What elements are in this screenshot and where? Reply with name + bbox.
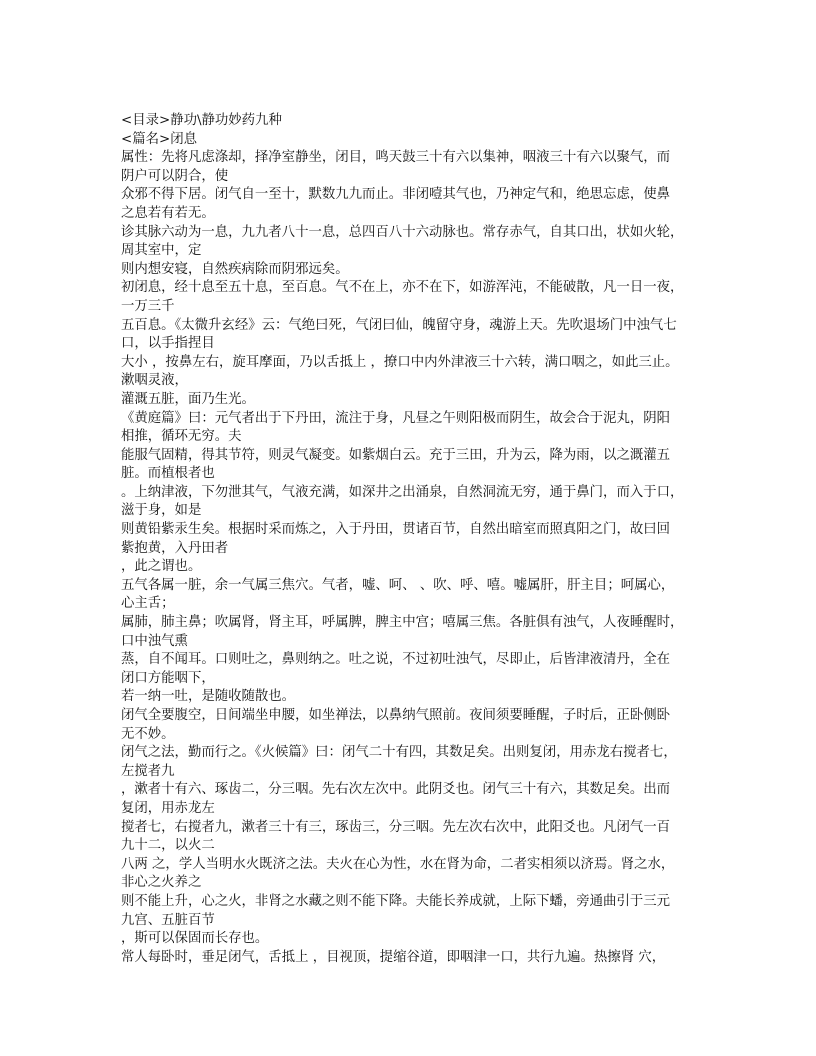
text-line: 脏。而植根者也 [121,466,215,482]
text-line: 闭口方能咽下， [121,670,215,686]
text-line: 心主舌； [121,596,175,612]
text-line: 。上纳津液，下勿泄其气，气液充满，如深井之出涌泉，自然洞流无穷，通于鼻门，而入于口， [121,484,684,500]
text-line: <目录>静功\静功妙药九种 [121,113,282,128]
text-line: 众邪不得下居。闭气自一至十，默数九九而止。非闭噎其气也，乃神定气和，绝思忘虑，使鼻 [121,187,671,203]
text-line: 复闭，用赤龙左 [121,800,215,816]
text-line: ，此之谓也。 [121,559,202,575]
text-line: 之息若有若无。 [121,205,215,221]
text-line: 初闭息，经十息至五十息，至百息。气不在上，亦不在下，如游浑沌，不能破散，凡一日一夜， [121,280,684,296]
text-line: 若一纳一吐，是随收随散也。 [121,689,296,705]
text-line: 五气各属一脏，余一气属三焦穴。气者，嘘、呵、 、吹、呼、嘻。嘘属肝，肝主目；呵属心， [121,577,675,593]
text-line: 属性：先将凡虑涤却，择净室静坐，闭目，鸣天鼓三十有六以集神，咽液三十有六以聚气，而 [121,150,671,166]
text-line: 无不妙。 [121,726,175,742]
text-line: 口，以手指捏目 [121,336,215,352]
text-line: 搅者七，右搅者九，漱者三十有三，琢齿三，分三咽。先左次右次中，此阳爻也。凡闭气一百 [121,819,671,835]
document-page [121,112,691,967]
text-line: 紫抱黄，入丹田者 [121,540,229,556]
text-line: ，漱者十有六、琢齿二，分三咽。先右次左次中。此阴爻也。闭气三十有六，其数足矣。出而 [121,782,671,798]
text-line: 滋于身，如是 [121,503,202,519]
text-line: <篇名>闭息 [121,131,198,147]
text-line: 则黄铅紫汞生矣。根据时采而炼之，入于丹田，贯诸百节，自然出暗室而照真阳之门，故曰回 [121,522,671,538]
text-line: 非心之火养之 [121,875,202,891]
text-line: 《黄庭篇》曰：元气者出于下丹田，流注于身，凡昼之午则阳极而阴生，故会合于泥丸，阴阳 [121,410,671,426]
text-line: 则内想安寝，自然疾病除而阴邪远矣。 [121,261,349,277]
text-line: ，斯可以保固而长存也。 [121,931,269,947]
text-line: 九宫、五脏百节 [121,912,215,928]
text-line: 五百息。《太微升玄经》云：气绝曰死，气闭曰仙，魄留守身，魂游上天。先吹退场门中浊气七 [121,317,677,333]
text-line: 大小 ，按鼻左右，旋耳摩面，乃以舌抵上 ，撩口中内外津液三十六转，满口咽之，如此三止。 [121,354,679,370]
text-line: 八两 之，学人当明水火既济之法。夫火在心为性，水在肾为命，二者实相须以济焉。肾之水， [121,856,675,872]
text-line: 一万三千 [121,298,175,314]
text-line: 诊其脉六动为一息，九九者八十一息，总四百八十六动脉也。常存赤气，自其口出，状如火轮， [121,224,684,240]
text-line: 则不能上升，心之火，非肾之水藏之则不能下降。夫能长养成就，上际下蟠，旁通曲引于三元 [121,893,671,909]
text-line: 周其室中，定 [121,243,202,259]
text-line: 属肺，肺主鼻；吹属肾，肾主耳，呼属脾，脾主中宫；嘻属三焦。各脏俱有浊气，人夜睡醒时， [121,615,684,631]
text-line: 能服气固精，得其节符，则灵气凝变。如紫烟白云。充于三田，升为云，降为雨，以之溉灌五 [121,447,671,463]
text-line: 左搅者九 [121,763,175,779]
text-line: 常人每卧时，垂足闭气，舌抵上 ，目视顶，提缩谷道，即咽津一口，共行九遍。热擦肾 穴， [121,949,666,965]
text-line: 九十二，以火二 [121,838,215,854]
text-line: 闭气之法，勤而行之。《火候篇》曰：闭气二十有四，其数足矣。出则复闭，用赤龙右搅者七， [121,745,677,761]
text-line: 蒸，自不闻耳。口则吐之，鼻则纳之。吐之说，不过初吐浊气，尽即止，后皆津液清丹，全在 [121,652,671,668]
text-line: 灌溉五脏，面乃生光。 [121,391,255,407]
text-line: 口中浊气熏 [121,633,188,649]
text-line: 阴户可以阴合，使 [121,168,229,184]
text-line: 闭气全要腹空，日间端坐申腰，如坐禅法，以鼻纳气照前。夜间须要睡醒，子时后，正卧侧卧 [121,708,671,723]
text-line: 漱咽灵液， [121,373,188,389]
text-line: 相推，循环无穷。夫 [121,429,242,445]
